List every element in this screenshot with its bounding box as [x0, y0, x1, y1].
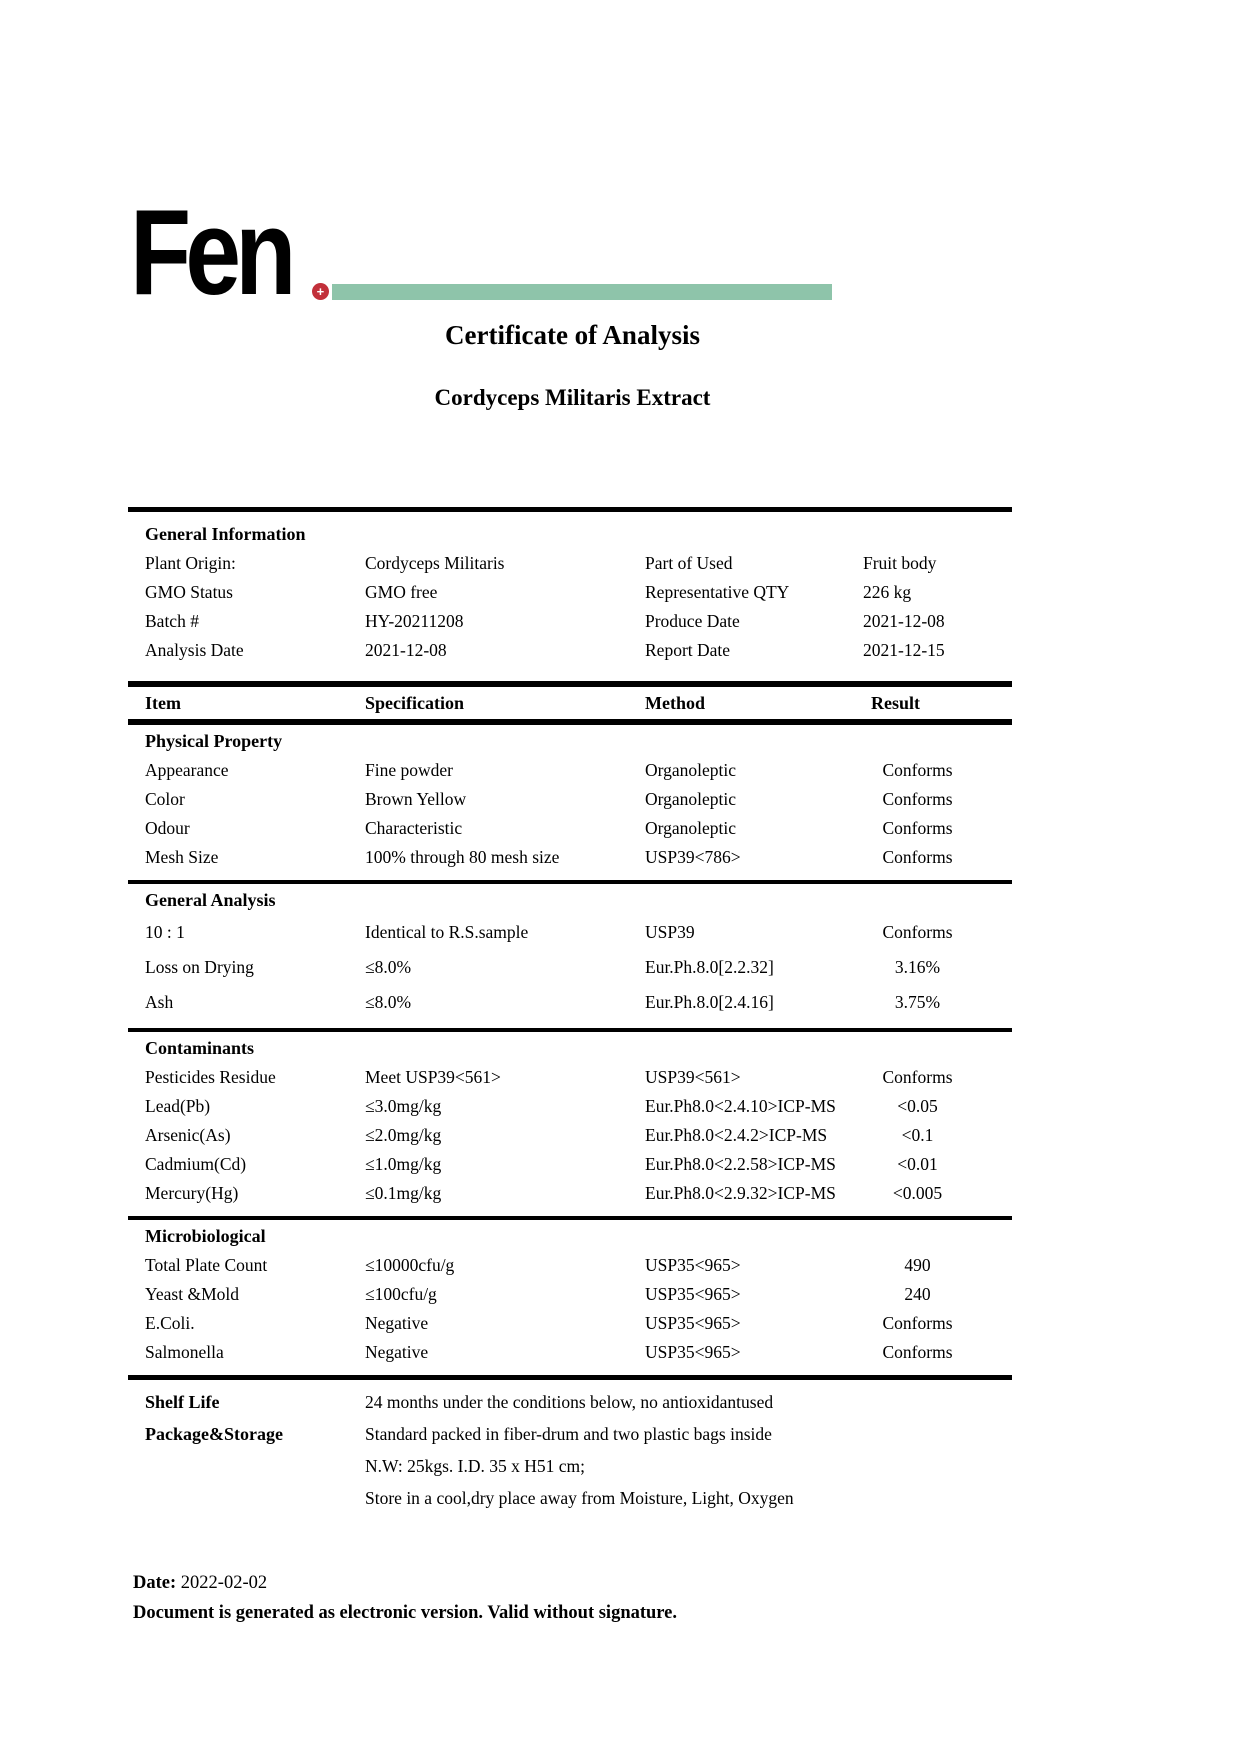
result-row — [128, 785, 1012, 814]
info-label: Analysis Date — [145, 640, 244, 660]
specification-cell: ≤2.0mg/kg — [365, 1125, 442, 1145]
item-cell: 10 : 1 — [145, 922, 185, 942]
info-label: Batch # — [145, 611, 199, 631]
specification-cell: ≤10000cfu/g — [365, 1255, 455, 1275]
date-value: 2022-02-02 — [180, 1573, 268, 1593]
specification-cell: Fine powder — [365, 760, 453, 780]
result-cell: Conforms — [882, 789, 953, 809]
result-row — [128, 1092, 1012, 1121]
storage-row — [128, 1482, 1012, 1514]
document-title: Certificate of Analysis — [445, 320, 700, 350]
general-info-rows — [128, 549, 1012, 665]
specification-cell: Characteristic — [365, 818, 463, 838]
item-cell: Ash — [145, 992, 174, 1012]
item-cell: Mesh Size — [145, 847, 219, 867]
info-value: GMO free — [365, 582, 438, 602]
brand-logo — [130, 184, 832, 320]
storage-text: Store in a cool,dry place away from Moisture, Light, Oxygen — [365, 1487, 794, 1508]
results-section — [128, 725, 1012, 880]
info-value: HY-20211208 — [365, 611, 464, 631]
item-cell: Loss on Drying — [145, 957, 254, 977]
general-information-section — [128, 512, 1012, 665]
method-cell: Organoleptic — [645, 760, 737, 780]
method-cell: USP35<965> — [645, 1255, 741, 1275]
result-cell: Conforms — [882, 818, 953, 838]
specification-cell: Identical to R.S.sample — [365, 922, 529, 942]
general-info-row — [128, 549, 1012, 578]
result-row — [128, 1179, 1012, 1208]
product-name: Cordyceps Militaris Extract — [434, 385, 711, 410]
general-info-row — [128, 607, 1012, 636]
results-header-row — [128, 681, 1012, 725]
method-cell: USP35<965> — [645, 1284, 741, 1304]
item-cell: Color — [145, 789, 185, 809]
method-cell: Eur.Ph8.0<2.4.10>ICP-MS — [645, 1096, 836, 1116]
result-cell: Conforms — [882, 760, 953, 780]
storage-text: 24 months under the conditions below, no antioxidantused — [365, 1391, 774, 1412]
date-label: Date: — [133, 1573, 177, 1593]
specification-cell: ≤3.0mg/kg — [365, 1096, 442, 1116]
result-row — [128, 1150, 1012, 1179]
info-value: Fruit body — [863, 553, 937, 573]
result-cell: Conforms — [882, 1342, 953, 1362]
section-heading: Contaminants — [145, 1038, 255, 1058]
section-heading: Physical Property — [145, 731, 283, 751]
item-cell: Arsenic(As) — [145, 1125, 231, 1145]
info-label: Produce Date — [645, 611, 740, 631]
column-header-result: Result — [871, 692, 920, 713]
info-value: 2021-12-08 — [863, 611, 945, 631]
column-header-method: Method — [645, 692, 705, 713]
method-cell: Eur.Ph8.0<2.2.58>ICP-MS — [645, 1154, 836, 1174]
result-cell: Conforms — [882, 922, 953, 942]
specification-cell: Meet USP39<561> — [365, 1067, 501, 1087]
storage-label: Package&Storage — [145, 1423, 283, 1444]
result-row — [128, 843, 1012, 872]
method-cell: USP39<786> — [645, 847, 741, 867]
info-value: 2021-12-08 — [365, 640, 447, 660]
item-cell: Salmonella — [145, 1342, 224, 1362]
info-value: 226 kg — [863, 582, 912, 602]
brand-logo-text: Fen — [130, 184, 291, 320]
result-row — [128, 1063, 1012, 1092]
item-cell: Yeast &Mold — [145, 1284, 240, 1304]
date-line — [133, 1568, 677, 1598]
results-section — [128, 880, 1012, 1028]
storage-row — [128, 1386, 1012, 1418]
item-cell: Pesticides Residue — [145, 1067, 276, 1087]
result-row — [128, 1309, 1012, 1338]
storage-section — [128, 1375, 1012, 1514]
item-cell: Total Plate Count — [145, 1255, 268, 1275]
footer-note: Document is generated as electronic version. Valid without signature. — [133, 1603, 678, 1623]
method-cell: Eur.Ph8.0<2.9.32>ICP-MS — [645, 1183, 836, 1203]
method-cell: Organoleptic — [645, 818, 737, 838]
result-row — [128, 1338, 1012, 1367]
info-value: Cordyceps Militaris — [365, 553, 505, 573]
results-section — [128, 1028, 1012, 1216]
method-cell: Eur.Ph.8.0[2.2.32] — [645, 957, 774, 977]
section-heading: General Analysis — [145, 890, 276, 910]
result-row — [128, 1251, 1012, 1280]
storage-row — [128, 1450, 1012, 1482]
result-row — [128, 756, 1012, 785]
specification-cell: ≤0.1mg/kg — [365, 1183, 442, 1203]
method-cell: USP39<561> — [645, 1067, 741, 1087]
storage-text: Standard packed in fiber-drum and two plastic bags inside — [365, 1423, 772, 1444]
storage-text: N.W: 25kgs. I.D. 35 x H51 cm; — [365, 1455, 586, 1476]
result-cell: 240 — [904, 1284, 931, 1304]
result-row — [128, 1121, 1012, 1150]
item-cell: E.Coli. — [145, 1313, 195, 1333]
method-cell: USP39 — [645, 922, 695, 942]
specification-cell: 100% through 80 mesh size — [365, 847, 560, 867]
general-info-row — [128, 636, 1012, 665]
result-cell: <0.05 — [897, 1096, 938, 1116]
result-cell: <0.1 — [901, 1125, 934, 1145]
results-sections — [128, 725, 1012, 1375]
result-cell: 490 — [904, 1255, 931, 1275]
specification-cell: Negative — [365, 1313, 429, 1333]
item-cell: Odour — [145, 818, 190, 838]
column-header-specification: Specification — [365, 692, 464, 713]
results-section — [128, 1216, 1012, 1375]
specification-cell: ≤100cfu/g — [365, 1284, 437, 1304]
plus-icon: + — [312, 283, 329, 300]
item-cell: Appearance — [145, 760, 229, 780]
coa-table — [128, 507, 1012, 1514]
result-cell: Conforms — [882, 1067, 953, 1087]
result-cell: 3.75% — [894, 992, 941, 1012]
storage-label: Shelf Life — [145, 1391, 220, 1412]
result-row — [128, 985, 1012, 1020]
result-cell: <0.005 — [892, 1183, 943, 1203]
specification-cell: Negative — [365, 1342, 429, 1362]
info-label: GMO Status — [145, 582, 233, 602]
specification-cell: ≤8.0% — [365, 992, 412, 1012]
item-cell: Cadmium(Cd) — [145, 1154, 247, 1174]
method-cell: USP35<965> — [645, 1342, 741, 1362]
method-cell: USP35<965> — [645, 1313, 741, 1333]
item-cell: Lead(Pb) — [145, 1096, 211, 1116]
method-cell: Organoleptic — [645, 789, 737, 809]
result-cell: Conforms — [882, 1313, 953, 1333]
storage-row — [128, 1418, 1012, 1450]
info-label: Report Date — [645, 640, 731, 660]
specification-cell: Brown Yellow — [365, 789, 467, 809]
result-row — [128, 1280, 1012, 1309]
result-cell: <0.01 — [897, 1154, 938, 1174]
method-cell: Eur.Ph.8.0[2.4.16] — [645, 992, 774, 1012]
item-cell: Mercury(Hg) — [145, 1183, 239, 1203]
general-info-row — [128, 578, 1012, 607]
info-label: Part of Used — [645, 553, 733, 573]
footer — [133, 1568, 677, 1628]
method-cell: Eur.Ph8.0<2.4.2>ICP-MS — [645, 1125, 828, 1145]
result-row — [128, 950, 1012, 985]
brand-bar — [332, 284, 832, 300]
specification-cell: ≤1.0mg/kg — [365, 1154, 442, 1174]
result-row — [128, 915, 1012, 950]
info-value: 2021-12-15 — [863, 640, 945, 660]
section-heading-general-information: General Information — [145, 524, 306, 544]
result-row — [128, 814, 1012, 843]
result-cell: Conforms — [882, 847, 953, 867]
section-heading: Microbiological — [145, 1226, 266, 1246]
info-label: Plant Origin: — [145, 553, 236, 573]
info-label: Representative QTY — [645, 582, 790, 602]
result-cell: 3.16% — [894, 957, 941, 977]
column-header-item: Item — [145, 692, 181, 713]
specification-cell: ≤8.0% — [365, 957, 412, 977]
